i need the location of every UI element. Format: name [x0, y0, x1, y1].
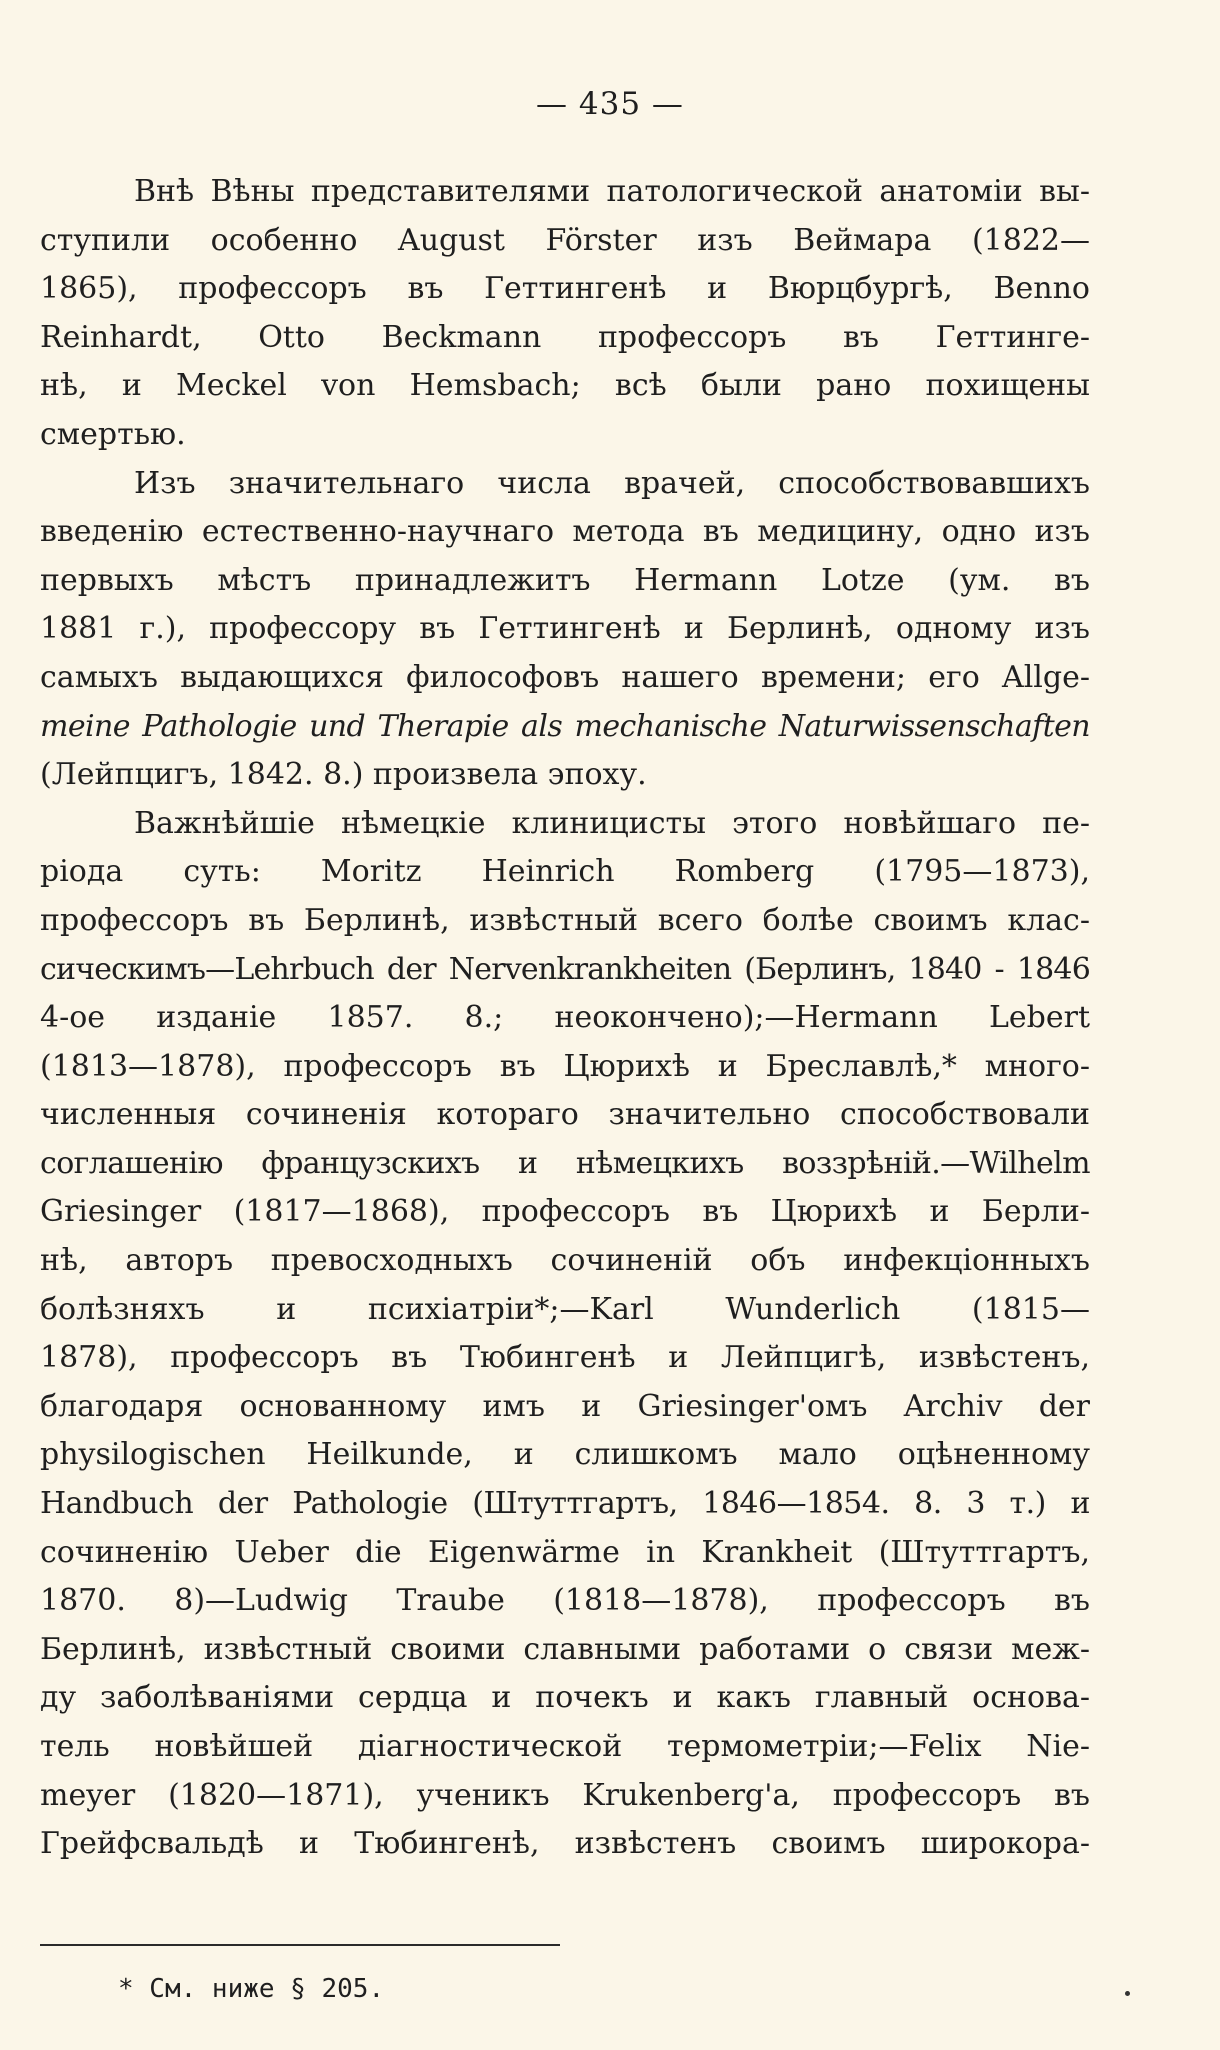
text-line: численныя сочиненія котораго значительно способствовали [40, 1097, 1090, 1133]
text-line: тель новѣйшей діагностической термометріи;—Felix Nie- [40, 1729, 1090, 1764]
text-line: ступили особенно August Förster изъ Веймара (1822— [40, 222, 1090, 258]
text-line: ду заболѣваніями сердца и почекъ и какъ главный основа- [40, 1680, 1090, 1716]
text-line: physilogischen Heilkunde, и слишкомъ мало оцѣненному [40, 1437, 1090, 1473]
text-line: болѣзняхъ и психіатріи*;—Karl Wunderlich (1815— [40, 1291, 1090, 1327]
text-line: 1878), профессоръ въ Тюбингенѣ и Лейпцигѣ, извѣстенъ, [40, 1340, 1090, 1376]
text-line: (Лейпцигъ, 1842. 8.) произвела эпоху. [40, 757, 647, 793]
paragraph-1 [40, 168, 1090, 460]
text-line: Griesinger (1817—1868), профессоръ въ Цюрихѣ и Берли- [40, 1194, 1090, 1230]
text-line: 1870. 8)—Ludwig Traube (1818—1878), профессоръ въ [40, 1583, 1090, 1619]
text-line: нѣ, авторъ превосходныхъ сочиненій объ инфекціонныхъ [40, 1243, 1090, 1279]
text-line: ріода суть: Moritz Heinrich Romberg (1795—1873), [40, 854, 1090, 890]
paper-speck [1125, 1991, 1130, 1996]
paragraph-2 [40, 460, 1090, 800]
text-line: Внѣ Вѣны представителями патологической анатоміи вы- [134, 174, 1090, 209]
text-line: Важнѣйшіе нѣмецкіе клиницисты этого новѣйшаго пе- [134, 805, 1090, 841]
text-line: 4-ое изданіе 1857. 8.; неокончено);—Hermann Lebert [40, 1000, 1090, 1036]
footnote: * См. ниже § 205. [118, 1974, 385, 2004]
text-line: Handbuch der Pathologie (Штуттгартъ, 1846—1854. 8. 3 т.) и [40, 1486, 1090, 1522]
text-line: первыхъ мѣстъ принадлежитъ Hermann Lotze (ум. въ [40, 562, 1090, 598]
text-line: сочиненію Ueber die Eigenwärme in Krankheit (Штуттгартъ, [40, 1534, 1090, 1570]
text-line: введенію естественно-научнаго метода въ медицину, одно изъ [40, 514, 1090, 550]
text-line: meyer (1820—1871), ученикъ Krukenberg'а, профессоръ въ [40, 1777, 1090, 1813]
text-line: Берлинѣ, извѣстный своими славными работами о связи меж- [40, 1631, 1090, 1667]
text-line: Изъ значительнаго числа врачей, способствовавшихъ [134, 465, 1090, 501]
text-line: meine Pathologie und Therapie als mechanische Naturwissenschaften [40, 708, 1090, 744]
text-line: Грейфсвальдѣ и Тюбингенѣ, извѣстенъ своимъ широкора- [40, 1826, 1090, 1862]
text-line: соглашенію французскихъ и нѣмецкихъ воззрѣній.—Wilhelm [40, 1145, 1090, 1181]
paragraph-3 [40, 800, 1090, 1869]
text-line: смертью. [40, 416, 186, 452]
text-line: 1881 г.), профессору въ Геттингенѣ и Берлинѣ, одному изъ [40, 611, 1090, 647]
main-text [40, 168, 1090, 1869]
text-line: (1813—1878), профессоръ въ Цюрихѣ и Бреславлѣ,* много- [40, 1048, 1090, 1084]
text-line: сическимъ—Lehrbuch der Nervenkrankheiten (Берлинъ, 1840 - 1846 [40, 951, 1090, 987]
page-number: — 435 — [536, 86, 684, 122]
text-line: 1865), профессоръ въ Геттингенѣ и Вюрцбургѣ, Benno [40, 271, 1090, 307]
text-line: самыхъ выдающихся философовъ нашего времени; его Allge- [40, 659, 1090, 695]
text-line: благодаря основанному имъ и Griesinger'омъ Archiv der [40, 1388, 1090, 1424]
text-line: Reinhardt, Otto Beckmann профессоръ въ Геттинге- [40, 319, 1090, 355]
footnote-divider [40, 1944, 560, 1946]
text-line: нѣ, и Meckel von Hemsbach; всѣ были рано похищены [40, 368, 1090, 404]
text-line: профессоръ въ Берлинѣ, извѣстный всего болѣе своимъ клас- [40, 902, 1090, 938]
